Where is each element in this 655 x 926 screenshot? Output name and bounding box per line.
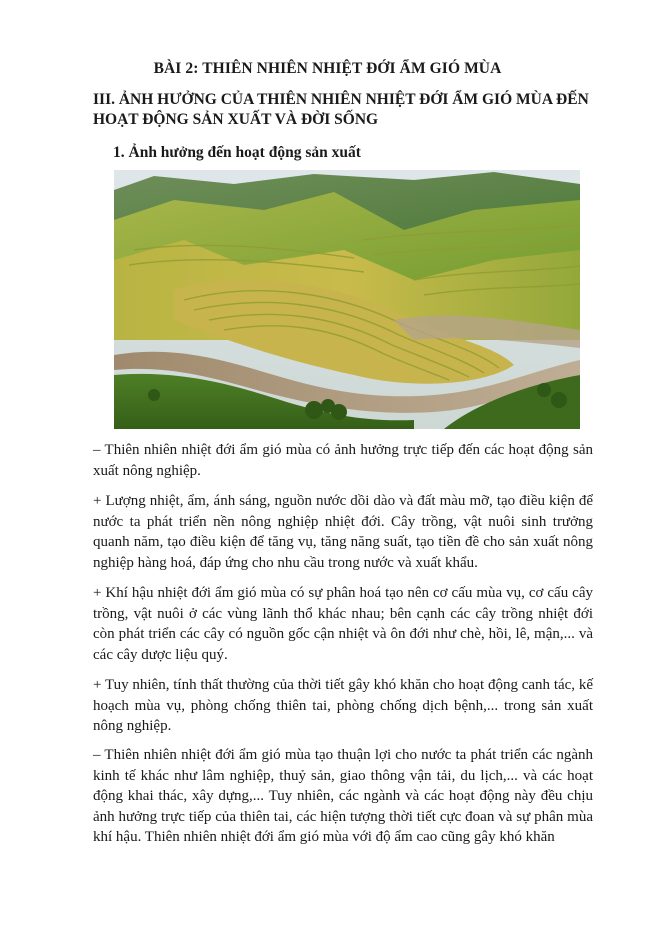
paragraph-2: + Lượng nhiệt, ẩm, ánh sáng, nguồn nước dồi dào và đất màu mỡ, tạo điều kiện để nước ta phát triển nền nông nghiệp nhiệt đới. Cây trồng, vật nuôi sinh trưởng quanh năm, tạo điều kiện để tăng vụ, tăng năng suất, tạo tiền đề cho sản xuất nông nghiệp hàng hoá, đáp ứng cho nhu cầu trong nước và xuất khẩu. (93, 493, 593, 571)
paragraph-1: – Thiên nhiên nhiệt đới ẩm gió mùa có ảnh hưởng trực tiếp đến các hoạt động sản xuất nông nghiệp. (93, 442, 593, 479)
paragraph-5: – Thiên nhiên nhiệt đới ẩm gió mùa tạo thuận lợi cho nước ta phát triển các ngành kinh tế khác như lâm nghiệp, thuỷ sản, giao thông vận tải, du lịch,... và các hoạt động khai thác, xây dựng,... Tuy nhiên, các ngành và các hoạt động này đều chịu ảnh hưởng trực tiếp của thiên tai, các hiện tượng thời tiết cực đoan và sự phân mùa khí hậu. Thiên nhiên nhiệt đới ẩm gió mùa với độ ẩm cao cũng gây khó khăn (93, 747, 593, 845)
terraced-fields-photo (114, 170, 580, 429)
section-heading: III. ẢNH HƯỞNG CỦA THIÊN NHIÊN NHIỆT ĐỚI ẨM GIÓ MÙA ĐẾN HOẠT ĐỘNG SẢN XUẤT VÀ ĐỜI SỐNG (93, 91, 589, 128)
paragraph-3: + Khí hậu nhiệt đới ẩm gió mùa có sự phân hoá tạo nên cơ cấu mùa vụ, cơ cấu cây trồng, vật nuôi ở các vùng lãnh thổ khác nhau; bên cạnh các cây trồng nhiệt đới còn phát triển các cây có nguồn gốc cận nhiệt và ôn đới như chè, hồi, lê, mận,... và các cây dược liệu quý. (93, 585, 593, 663)
paragraph-4: + Tuy nhiên, tính thất thường của thời tiết gây khó khăn cho hoạt động canh tác, kế hoạch mùa vụ, phòng chống thiên tai, phòng chống dịch bệnh,... trong sản xuất nông nghiệp. (93, 677, 593, 734)
subsection-heading: 1. Ảnh hưởng đến hoạt động sản xuất (113, 144, 361, 161)
lesson-title: BÀI 2: THIÊN NHIÊN NHIỆT ĐỚI ẨM GIÓ MÙA (153, 60, 502, 77)
